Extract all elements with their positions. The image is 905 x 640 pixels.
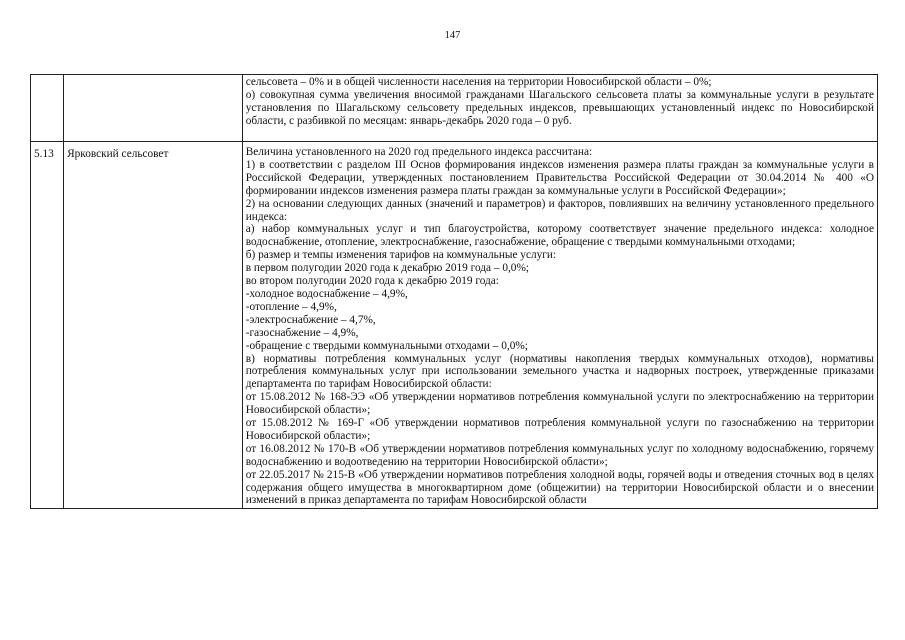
paragraph: -отопление – 4,9%, <box>245 300 337 313</box>
paragraph: -холодное водоснабжение – 4,9%, <box>245 287 408 300</box>
municipality-name-cell: Ярковский сельсовет <box>64 142 243 509</box>
paragraph: во втором полугодии 2020 года к декабрю 2019 года: <box>245 275 499 288</box>
paragraph: сельсовета – 0% и в общей численности населения на территории Новосибирской области – 0%; <box>245 76 712 88</box>
paragraph: от 15.08.2012 № 168-ЭЭ «Об утверждении нормативов потребления коммунальной услуги по электроснабжению на территории Новосибирской области»; <box>245 391 874 417</box>
paragraph: а) набор коммунальных услуг и тип благоустройства, которому соответствует значение предельного индекса: холодное водоснабжение, отопление, электроснабжение, газоснабжение, обращение с твердыми коммунальными отходами; <box>245 223 874 249</box>
description-cell <box>242 142 877 509</box>
paragraph: -электроснабжение – 4,7%, <box>245 313 376 326</box>
paragraph: -обращение с твердыми коммунальными отходами – 0,0%; <box>245 339 528 352</box>
table-row <box>31 142 878 509</box>
row-number-cell: 5.13 <box>31 142 64 509</box>
paragraph: от 22.05.2017 № 215-В «Об утверждении нормативов потребления холодной воды, горячей воды и отведения сточных вод в целях содержания общего имущества в многоквартирном доме (общежитии) на территории Новосибирской области и о внесении изменений в приказ департамента по тарифам Новосибирской области <box>245 468 874 507</box>
paragraph: в) нормативы потребления коммунальных услуг (нормативы накопления твердых коммунальных отходов), нормативы потребления коммунальных услуг при использовании земельного участка и надворных построек, утвержденные приказами департамента по тарифам Новосибирской области: <box>245 352 874 391</box>
table-row <box>31 75 878 142</box>
row-number-cell <box>31 75 64 142</box>
paragraph: 2) на основании следующих данных (значений и параметров) и факторов, повлиявших на величину установленного предельного индекса: <box>245 197 874 223</box>
municipality-name-cell <box>64 75 243 142</box>
page-number: 147 <box>444 30 461 41</box>
paragraph: от 15.08.2012 № 169-Г «Об утверждении нормативов потребления коммунальной услуги по газоснабжению на территории Новосибирской области»; <box>245 417 874 442</box>
description-cell <box>242 75 877 142</box>
paragraph: 1) в соответствии с разделом III Основ формирования индексов изменения размера платы граждан за коммунальные услуги в Российской Федерации, утвержденных постановлением Правительства Российской Федерации от 30.04.2014 № 400 «О формировании индексов изменения размера платы граждан за коммунальные услуги в Российской Федерации»; <box>245 158 874 197</box>
paragraph: в первом полугодии 2020 года к декабрю 2019 года – 0,0%; <box>245 262 529 275</box>
paragraph: -газоснабжение – 4,9%, <box>245 326 359 339</box>
paragraph: Величина установленного на 2020 год предельного индекса рассчитана: <box>245 146 593 158</box>
paragraph: б) размер и темпы изменения тарифов на коммунальные услуги: <box>245 249 557 262</box>
paragraph: о) совокупная сумма увеличения вносимой гражданами Шагальского сельсовета платы за коммунальные услуги в результате установления по Шагальскому сельсовету предельных индексов, превышающих установленный индекс по Новосибирской области, с разбивкой по месяцам: январь-декабрь 2020 года – 0 руб. <box>245 88 874 127</box>
document-table <box>30 74 878 509</box>
paragraph: от 16.08.2012 № 170-В «Об утверждении нормативов потребления коммунальных услуг по холодному водоснабжению, горячему водоснабжению и водоотведению на территории Новосибирской области»; <box>245 442 874 468</box>
